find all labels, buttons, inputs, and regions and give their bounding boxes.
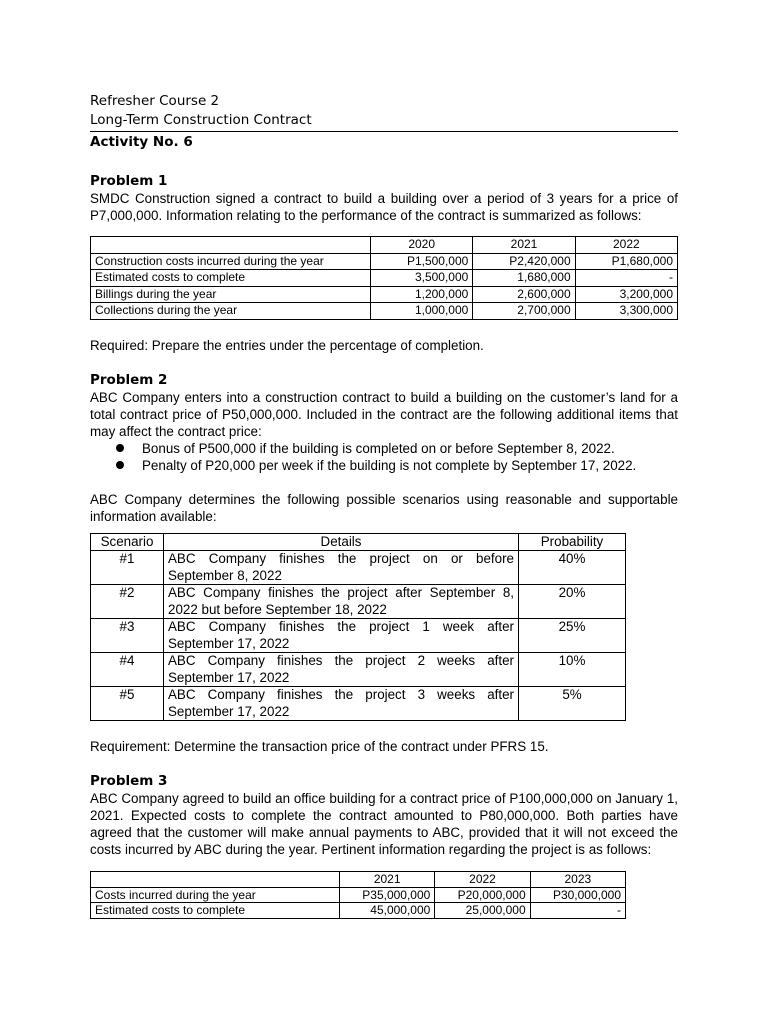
table-cell: 3,500,000	[371, 270, 473, 287]
problem3-text: ABC Company agreed to build an office building for a contract price of P100,000,000 on January 1, 2021. Expected costs to complete the contract amounted to P80,000,000. Both parties have agreed that the customer will make annual payments to ABC, provided that it will not exceed the costs incurred by ABC during the year. Pertinent information regarding the project is as follows:	[90, 791, 678, 857]
bullet-icon	[116, 444, 124, 452]
activity-title: Activity No. 6	[90, 134, 193, 150]
table-cell: 3,300,000	[575, 303, 677, 320]
table-cell: 1,200,000	[371, 286, 473, 303]
problem2-text: ABC Company enters into a construction contract to build a building on the customer’s land for a total contract price of P50,000,000. Included in the contract are the following additional items that may affect the contract price:	[90, 389, 678, 439]
row-label: Construction costs incurred during the year	[91, 253, 371, 270]
details-cell: ABC Company finishes the project after September 8, 2022 but before September 18, 2022	[164, 585, 519, 619]
table-cell: -	[575, 270, 677, 287]
table-row	[91, 687, 626, 721]
table-cell: 45,000,000	[340, 903, 435, 919]
table-row	[91, 286, 678, 303]
table-cell: P1,500,000	[371, 253, 473, 270]
table-row	[91, 303, 678, 320]
problem3-table	[90, 871, 626, 919]
table-row	[91, 551, 626, 585]
course-title: Refresher Course 2	[90, 93, 220, 109]
row-label: Collections during the year	[91, 303, 371, 320]
table-cell: P1,680,000	[575, 253, 677, 270]
problem1-required: Required: Prepare the entries under the percentage of completion.	[90, 337, 484, 353]
probability-cell: 25%	[519, 619, 626, 653]
table-header: 2022	[435, 872, 530, 888]
table-cell: 2,600,000	[473, 286, 575, 303]
table-header: 2023	[530, 872, 625, 888]
problem1-text: SMDC Construction signed a contract to build a building over a period of 3 years for a price of P7,000,000. Information relating to the performance of the contract is summarized as follows:	[90, 191, 678, 223]
table-header: Scenario	[91, 533, 164, 551]
list-item	[116, 440, 678, 457]
problem2-title: Problem 2	[90, 371, 168, 388]
bullet-icon	[116, 461, 124, 469]
document	[90, 92, 678, 919]
table-row	[91, 270, 678, 287]
topic-title: Long-Term Construction Contract	[90, 112, 312, 128]
details-cell: ABC Company finishes the project 2 weeks after September 17, 2022	[164, 653, 519, 687]
header-rule	[90, 131, 678, 132]
table-cell: P2,420,000	[473, 253, 575, 270]
table-cell: 1,000,000	[371, 303, 473, 320]
scenario-cell: #4	[91, 653, 164, 687]
probability-cell: 5%	[519, 687, 626, 721]
table-row	[91, 887, 626, 903]
problem2-text2: ABC Company determines the following possible scenarios using reasonable and supportable information available:	[90, 491, 678, 524]
details-cell: ABC Company finishes the project on or before September 8, 2022	[164, 551, 519, 585]
table-cell: P35,000,000	[340, 887, 435, 903]
list-item	[116, 457, 678, 474]
probability-cell: 20%	[519, 585, 626, 619]
table-header: 2021	[473, 237, 575, 254]
table-cell: 25,000,000	[435, 903, 530, 919]
table-header-row	[91, 872, 626, 888]
scenario-cell: #2	[91, 585, 164, 619]
table-cell: -	[530, 903, 625, 919]
problem3-title: Problem 3	[90, 773, 168, 789]
row-label: Costs incurred during the year	[91, 887, 340, 903]
table-cell: 2,700,000	[473, 303, 575, 320]
table-row	[91, 253, 678, 270]
scenario-cell: #3	[91, 619, 164, 653]
table-header	[91, 237, 371, 254]
table-cell: P30,000,000	[530, 887, 625, 903]
details-cell: ABC Company finishes the project 3 weeks after September 17, 2022	[164, 687, 519, 721]
table-header: 2021	[340, 872, 435, 888]
problem1-table	[90, 236, 678, 320]
table-row	[91, 585, 626, 619]
table-row	[91, 903, 626, 919]
bullet-text: Bonus of P500,000 if the building is completed on or before September 8, 2022.	[142, 440, 615, 456]
table-header: 2022	[575, 237, 677, 254]
row-label: Billings during the year	[91, 286, 371, 303]
table-row	[91, 619, 626, 653]
row-label: Estimated costs to complete	[91, 270, 371, 287]
table-row	[91, 653, 626, 687]
problem2-bullets	[90, 440, 678, 474]
table-header	[91, 872, 340, 888]
table-header: Probability	[519, 533, 626, 551]
scenario-cell: #1	[91, 551, 164, 585]
bullet-text: Penalty of P20,000 per week if the building is not complete by September 17, 2022.	[142, 457, 637, 473]
problem2-requirement: Requirement: Determine the transaction price of the contract under PFRS 15.	[90, 739, 549, 754]
scenario-cell: #5	[91, 687, 164, 721]
table-header-row	[91, 533, 626, 551]
probability-cell: 40%	[519, 551, 626, 585]
table-cell: 3,200,000	[575, 286, 677, 303]
table-cell: 1,680,000	[473, 270, 575, 287]
row-label: Estimated costs to complete	[91, 903, 340, 919]
problem1-title: Problem 1	[90, 173, 168, 189]
problem2-table	[90, 533, 626, 722]
table-header-row	[91, 237, 678, 254]
details-cell: ABC Company finishes the project 1 week after September 17, 2022	[164, 619, 519, 653]
probability-cell: 10%	[519, 653, 626, 687]
table-header: Details	[164, 533, 519, 551]
table-cell: P20,000,000	[435, 887, 530, 903]
table-header: 2020	[371, 237, 473, 254]
